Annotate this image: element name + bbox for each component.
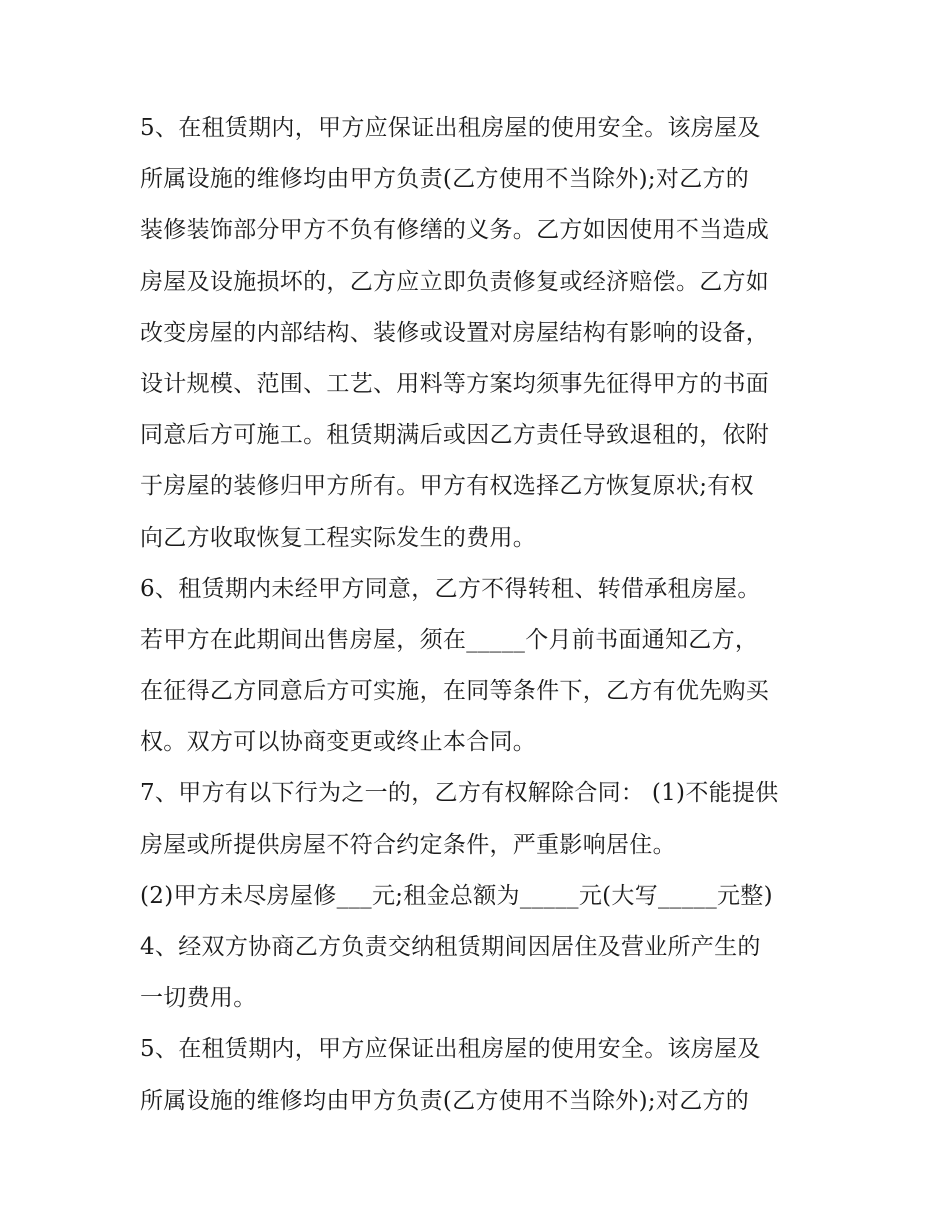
text-line: (2)甲方未尽房屋修___元;租金总额为_____元(大写_____元整) xyxy=(140,882,773,909)
text-line: 房屋或所提供房屋不符合约定条件，严重影响居住。 xyxy=(140,831,676,858)
text-line: 所属设施的维修均由甲方负责(乙方使用不当除外);对乙方的 xyxy=(140,1087,750,1114)
text-line: 5、在租赁期内，甲方应保证出租房屋的使用安全。该房屋及 xyxy=(140,115,761,141)
text-line: 5、在租赁期内，甲方应保证出租房屋的使用安全。该房屋及 xyxy=(140,1036,761,1063)
text-line: 若甲方在此期间出售房屋，须在_____个月前书面通知乙方， xyxy=(140,626,759,653)
text-line: 一切费用。 xyxy=(140,985,257,1012)
text-line: 房屋及设施损坏的，乙方应立即负责修复或经济赔偿。乙方如 xyxy=(140,268,770,295)
text-line: 4、经双方协商乙方负责交纳租赁期间因居住及营业所产生的 xyxy=(140,934,761,960)
text-line: 向乙方收取恢复工程实际发生的费用。 xyxy=(140,524,537,551)
text-line: 6、租赁期内未经甲方同意，乙方不得转租、转借承租房屋。 xyxy=(140,575,761,602)
text-line: 7、甲方有以下行为之一的，乙方有权解除合同： (1)不能提供 xyxy=(140,780,779,807)
text-line: 在征得乙方同意后方可实施，在同等条件下，乙方有优先购买 xyxy=(140,678,770,705)
text-line: 所属设施的维修均由甲方负责(乙方使用不当除外);对乙方的 xyxy=(140,166,750,193)
text-line: 改变房屋的内部结构、装修或设置对房屋结构有影响的设备， xyxy=(140,319,770,346)
text-line: 设计规模、范围、工艺、用料等方案均须事先征得甲方的书面 xyxy=(140,370,770,397)
contract-text-block xyxy=(140,103,840,1127)
text-line: 于房屋的装修归甲方所有。甲方有权选择乙方恢复原状;有权 xyxy=(140,473,754,500)
text-line: 权。双方可以协商变更或终止本合同。 xyxy=(140,729,537,756)
text-line: 同意后方可施工。租赁期满后或因乙方责任导致退租的，依附 xyxy=(140,422,770,449)
text-line: 装修装饰部分甲方不负有修缮的义务。乙方如因使用不当造成 xyxy=(140,217,770,244)
